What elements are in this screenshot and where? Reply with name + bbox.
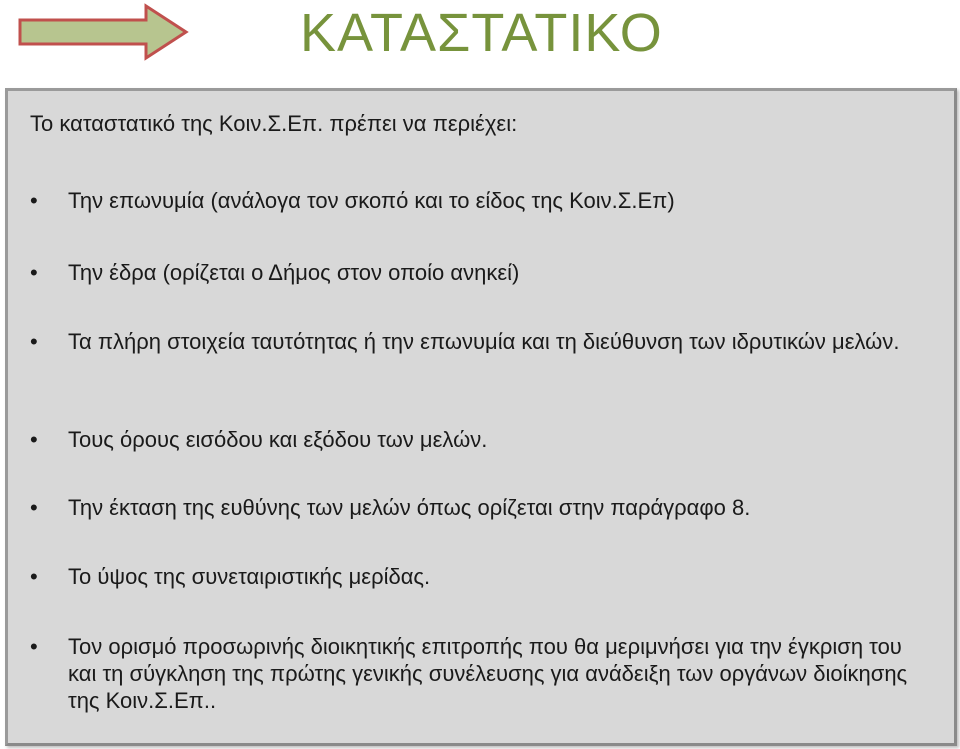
page-title: ΚΑΤΑΣΤΑΤΙΚΟ <box>300 3 663 63</box>
right-arrow-icon <box>14 2 192 62</box>
bullet-icon: • <box>30 329 38 354</box>
list-item: • Τα πλήρη στοιχεία ταυτότητας ή την επωνυμία και τη διεύθυνση των ιδρυτικών μελών. <box>30 329 900 354</box>
list-item: • Το ύψος της συνεταιριστικής μερίδας. <box>30 564 431 589</box>
list-item: • Την έκταση της ευθύνης των μελών όπως ορίζεται στην παράγραφο 8. <box>30 495 751 520</box>
bullet-icon: • <box>30 260 38 285</box>
list-item: • Την έδρα (ορίζεται ο Δήμος στον οποίο ανηκεί) <box>30 260 520 285</box>
list-item: • Τον ορισμό προσωρινής διοικητικής επιτροπής που θα μεριμνήσει για την έγκριση του και τη σύγκληση της πρώτης γενικής συνέλευσης για ανάδειξη των οργάνων διοίκησης της Κοιν.Σ.Επ.. <box>30 634 908 713</box>
bullet-icon: • <box>30 427 38 452</box>
content-panel <box>5 88 957 746</box>
list-item: • Την επωνυμία (ανάλογα τον σκοπό και το είδος της Κοιν.Σ.Επ) <box>30 188 675 213</box>
list-item: • Τους όρους εισόδου και εξόδου των μελών. <box>30 427 488 452</box>
bullet-icon: • <box>30 495 38 520</box>
intro-text: Το καταστατικό της Κοιν.Σ.Επ. πρέπει να περιέχει: <box>30 111 518 136</box>
bullet-icon: • <box>30 634 38 659</box>
bullet-icon: • <box>30 564 38 589</box>
bullet-icon: • <box>30 188 38 213</box>
